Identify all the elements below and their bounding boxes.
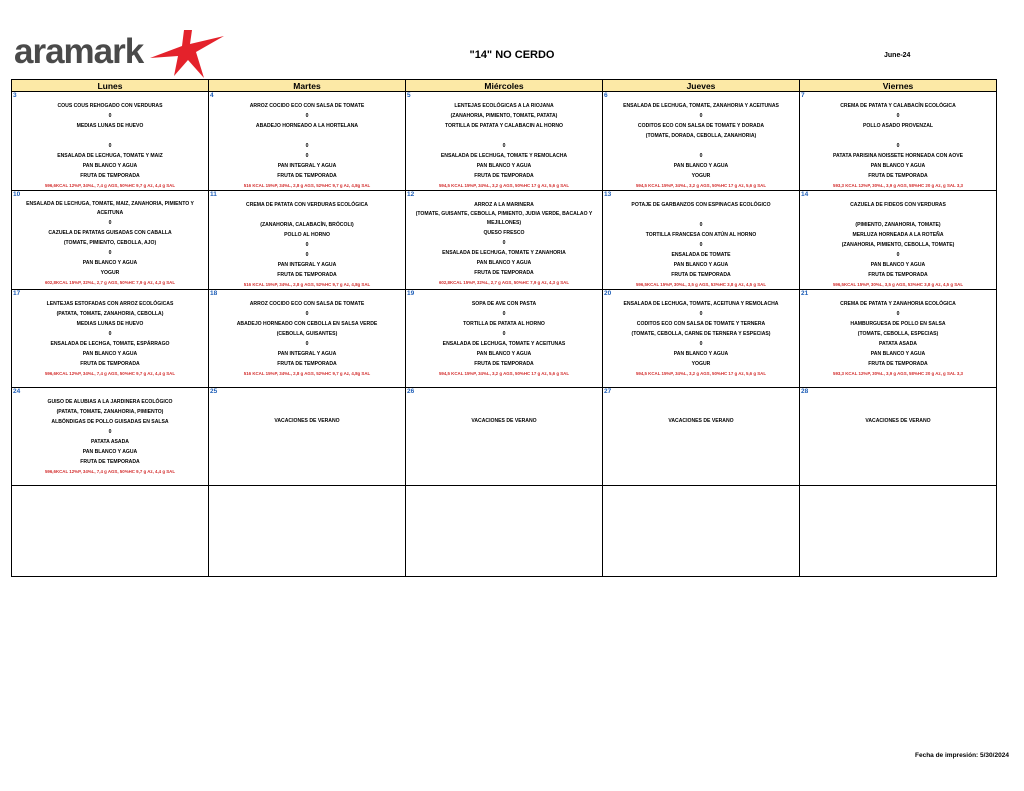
menu-line: ABADEJO HORNEADO CON CEBOLLA EN SALSA VERDE — [236, 321, 378, 327]
menu-line: POLLO ASADO PROVENZAL — [863, 123, 933, 129]
menu-line: ENSALADA DE LECHGA, TOMATE, ESPÁRRAGO — [50, 341, 170, 347]
menu-items — [209, 298, 405, 378]
menu-line: YOGUR — [100, 270, 120, 276]
menu-line: FRUTA DE TEMPORADA — [277, 272, 337, 278]
day-cell — [12, 191, 209, 290]
day-cell — [603, 92, 800, 191]
menu-items — [406, 100, 602, 190]
day-cell — [800, 191, 997, 290]
menu-line: FRUTA DE TEMPORADA — [868, 361, 928, 367]
menu-line: YOGUR — [691, 361, 711, 367]
day-number: 21 — [801, 290, 809, 297]
nutrition-info: 516 KCAL 15%P, 34%L, 2,8 g AGS, 52%HC 9,7 g Az, 4,8g SAL — [243, 183, 371, 188]
menu-line: PAN BLANCO Y AGUA — [870, 262, 926, 268]
day-number: 5 — [407, 92, 411, 99]
day-cell — [603, 191, 800, 290]
day-cell — [12, 388, 209, 486]
menu-line: FRUTA DE TEMPORADA — [868, 272, 928, 278]
day-number: 28 — [801, 388, 809, 395]
menu-line: QUESO FRESCO — [483, 230, 525, 236]
menu-line: ENSALADA DE LECHUGA, TOMATE, ACEITUNA Y REMOLACHA — [623, 301, 779, 307]
menu-line: SOPA DE AVE CON PASTA — [471, 301, 537, 307]
menu-line: LENTEJAS ECOLÓGICAS A LA RIOJANA — [454, 103, 554, 109]
day-cell — [209, 290, 406, 388]
vacation-label: VACACIONES DE VERANO — [668, 418, 734, 424]
nutrition-info: 596,5KCAL 15%P, 30%L, 3,5 g AGS, 53%HC 3,8 g Az, 4,5 g SAL — [832, 282, 964, 287]
menu-line: PAN BLANCO Y AGUA — [82, 351, 138, 357]
day-cell — [406, 388, 603, 486]
logo-wordmark: aramark — [14, 32, 144, 71]
menu-line: CODITOS ECO CON SALSA DE TOMATE Y DORADA — [637, 123, 765, 129]
day-cell — [800, 92, 997, 191]
menu-line: (ZANAHORIA, PIMIENTO, CEBOLLA, TOMATE) — [841, 242, 955, 248]
menu-line: (PIMIENTO, ZANAHORIA, TOMATE) — [855, 222, 941, 228]
menu-line: (ZANAHORIA, CALABACÍN, BRÓCOLI) — [260, 222, 354, 228]
menu-line: FRUTA DE TEMPORADA — [671, 272, 731, 278]
menu-line: ARROZ COCIDO ECO CON SALSA DE TOMATE — [249, 103, 365, 109]
nutrition-info: 594,5 KCAL 15%P, 34%L, 3,2 g AGS, 50%HC 17 g Az, 5,6 g SAL — [438, 371, 570, 376]
menu-line: PAN BLANCO Y AGUA — [82, 449, 138, 455]
nutrition-info: 594,5 KCAL 15%P, 34%L, 3,2 g AGS, 50%HC 17 g Az, 5,6 g SAL — [438, 183, 570, 188]
menu-line: CREMA DE PATATA Y CALABACÍN ECOLÓGICA — [840, 103, 956, 109]
menu-line: 0 — [108, 220, 112, 226]
menu-line: 0 — [108, 250, 112, 256]
menu-line: 0 — [699, 113, 703, 119]
menu-line: TORTILLA DE PATATA AL HORNO — [463, 321, 545, 327]
empty-day-cell — [12, 486, 209, 577]
menu-line: ENSALADA DE LECHUGA, TOMATE, MAIZ, ZANAHORIA, PIMIENTO Y ACEITUNA — [26, 201, 194, 216]
day-cell — [406, 290, 603, 388]
weekday-header: Lunes — [12, 80, 209, 92]
menu-line — [212, 131, 402, 141]
menu-items — [209, 100, 405, 190]
menu-line: 0 — [699, 222, 703, 228]
menu-items — [12, 100, 208, 190]
day-number: 3 — [13, 92, 17, 99]
menu-line: PATATA ASADA — [879, 341, 917, 347]
menu-line: 0 — [305, 242, 309, 248]
menu-line: PAN BLANCO Y AGUA — [870, 351, 926, 357]
day-cell — [209, 92, 406, 191]
menu-items — [800, 199, 996, 289]
menu-line: 0 — [896, 252, 900, 258]
day-cell — [603, 388, 800, 486]
menu-line: FRUTA DE TEMPORADA — [80, 361, 140, 367]
print-date: Fecha de impresión: 5/30/2024 — [915, 752, 1009, 759]
menu-line: ARROZ COCIDO ECO CON SALSA DE TOMATE — [249, 301, 365, 307]
menu-items — [800, 100, 996, 190]
day-number: 20 — [604, 290, 612, 297]
menu-line: (TOMATE, DORADA, CEBOLLA, ZANAHORIA) — [645, 133, 757, 139]
nutrition-info: 596,5KCAL 15%P, 30%L, 3,5 g AGS, 53%HC 3,8 g Az, 4,5 g SAL — [635, 282, 767, 287]
empty-week-row — [12, 486, 997, 577]
menu-calendar — [11, 79, 997, 577]
menu-line: FRUTA DE TEMPORADA — [474, 270, 534, 276]
nutrition-info: 596,6KCAL 12%P, 34%L, 7,4 g AGS, 50%HC 9,7 g Az, 4,4 g SAL — [44, 371, 176, 376]
menu-line: 0 — [502, 331, 506, 337]
menu-line: 0 — [896, 143, 900, 149]
menu-line: (CEBOLLA, GUISANTES) — [276, 331, 338, 337]
menu-line: PAN BLANCO Y AGUA — [476, 351, 532, 357]
day-cell — [406, 92, 603, 191]
day-number: 27 — [604, 388, 612, 395]
menu-line — [15, 131, 205, 141]
menu-line: ENSALADA DE TOMATE — [671, 252, 731, 258]
menu-line: CREMA DE PATATA Y ZANAHORIA ECOLÓGICA — [840, 301, 956, 307]
menu-line: PATATA ASADA — [91, 439, 129, 445]
menu-line: 0 — [699, 311, 703, 317]
day-cell — [12, 290, 209, 388]
day-number: 19 — [407, 290, 415, 297]
menu-line: CREMA DE PATATA CON VERDURAS ECOLÓGICA — [246, 202, 368, 208]
menu-line: MEDIAS LUNAS DE HUEVO — [76, 321, 144, 327]
nutrition-info: 594,5 KCAL 15%P, 34%L, 3,2 g AGS, 50%HC 17 g Az, 5,6 g SAL — [635, 371, 767, 376]
day-cell — [12, 92, 209, 191]
menu-line: COUS COUS REHOGADO CON VERDURAS — [57, 103, 163, 109]
weekday-header: Viernes — [800, 80, 997, 92]
day-number: 13 — [604, 191, 612, 198]
menu-line: PAN BLANCO Y AGUA — [82, 260, 138, 266]
menu-line: GUISO DE ALUBIAS A LA JARDINERA ECOLÓGICO — [47, 399, 173, 405]
menu-line: FRUTA DE TEMPORADA — [80, 173, 140, 179]
nutrition-info: 596,6KCAL 12%P, 34%L, 7,4 g AGS, 50%HC 9,7 g Az, 4,4 g SAL — [44, 183, 176, 188]
menu-line: ENSALADA DE LECHUGA, TOMATE Y MAIZ — [57, 153, 163, 159]
menu-line: (PATATA, TOMATE, ZANAHORIA, CEBOLLA) — [56, 311, 164, 317]
day-cell — [209, 388, 406, 486]
menu-line: MERLUZA HORNEADA A LA ROTEÑA — [852, 232, 944, 238]
menu-line: ENSALADA DE LECHUGA, TOMATE Y ZANAHORIA — [442, 250, 566, 256]
menu-items — [12, 199, 208, 287]
menu-line — [409, 131, 599, 141]
menu-items — [12, 396, 208, 476]
menu-line: FRUTA DE TEMPORADA — [868, 173, 928, 179]
menu-line: POLLO AL HORNO — [284, 232, 330, 238]
menu-line: TORTILLA DE PATATA Y CALABACIN AL HORNO — [445, 123, 563, 129]
day-number: 12 — [407, 191, 415, 198]
weekday-header: Martes — [209, 80, 406, 92]
menu-items — [603, 298, 799, 378]
menu-items — [12, 298, 208, 378]
menu-line: PAN BLANCO Y AGUA — [476, 163, 532, 169]
menu-line — [606, 210, 796, 220]
menu-line: (PATATA, TOMATE, ZANAHORIA, PIMIENTO) — [56, 409, 164, 415]
nutrition-info: 593,3 KCAL 12%P, 30%L, 3,9 g AGS, 58%HC 20 g Az, g SAL 3,3 — [833, 371, 963, 376]
menu-line: 0 — [699, 242, 703, 248]
menu-line: 0 — [305, 311, 309, 317]
menu-line: PAN BLANCO Y AGUA — [82, 163, 138, 169]
menu-line: FRUTA DE TEMPORADA — [80, 459, 140, 465]
vacation-label: VACACIONES DE VERANO — [471, 418, 537, 424]
menu-line: 0 — [305, 252, 309, 258]
day-number: 18 — [210, 290, 218, 297]
menu-line: LENTEJAS ESTOFADAS CON ARROZ ECOLÓGICAS — [46, 301, 174, 307]
menu-line: POTAJE DE GARBANZOS CON ESPINACAS ECOLÓGICO — [631, 202, 771, 208]
menu-line: FRUTA DE TEMPORADA — [277, 173, 337, 179]
empty-day-cell — [800, 486, 997, 577]
day-number: 26 — [407, 388, 415, 395]
menu-items — [406, 298, 602, 378]
menu-line: 0 — [896, 113, 900, 119]
week-row — [12, 290, 997, 388]
day-number: 10 — [13, 191, 21, 198]
empty-day-cell — [209, 486, 406, 577]
menu-line: ENSALADA DE LECHUGA, TOMATE, ZANAHORIA Y ACEITUNAS — [623, 103, 779, 109]
menu-items — [603, 199, 799, 289]
day-cell — [800, 388, 997, 486]
day-cell — [603, 290, 800, 388]
menu-line: (TOMATE, PIMIENTO, CEBOLLA, AJO) — [63, 240, 157, 246]
menu-line: PAN INTEGRAL Y AGUA — [277, 163, 337, 169]
menu-items — [800, 298, 996, 378]
nutrition-info: 602,8KCAL 15%P, 32%L, 2,7 g AGS, 50%HC 7,9 g Az, 4,3 g SAL — [438, 280, 570, 285]
nutrition-info: 596,6KCAL 12%P, 34%L, 7,4 g AGS, 50%HC 9,7 g Az, 4,4 g SAL — [44, 469, 176, 474]
day-number: 14 — [801, 191, 809, 198]
day-number: 24 — [13, 388, 21, 395]
week-row — [12, 191, 997, 290]
menu-line: 0 — [305, 341, 309, 347]
menu-line: ABADEJO HORNEADO A LA HORTELANA — [255, 123, 359, 129]
menu-line: 0 — [108, 429, 112, 435]
menu-line: ARROZ A LA MARINERA — [474, 202, 534, 208]
empty-day-cell — [603, 486, 800, 577]
day-number: 4 — [210, 92, 214, 99]
menu-month: June-24 — [884, 52, 911, 59]
week-row — [12, 388, 997, 486]
day-cell — [209, 191, 406, 290]
menu-line: 0 — [699, 153, 703, 159]
menu-line: YOGUR — [691, 173, 711, 179]
menu-line: FRUTA DE TEMPORADA — [474, 361, 534, 367]
menu-line: PAN INTEGRAL Y AGUA — [277, 262, 337, 268]
menu-line: 0 — [502, 240, 506, 246]
menu-line: (TOMATE, CEBOLLA, CARNE DE TERNERA Y ESPECIAS) — [631, 331, 771, 337]
menu-line: 0 — [108, 143, 112, 149]
menu-items — [603, 100, 799, 190]
day-number: 7 — [801, 92, 805, 99]
menu-line — [803, 131, 993, 141]
menu-line: ENSALADA DE LECHUGA, TOMATE Y REMOLACHA — [440, 153, 568, 159]
menu-line: PAN BLANCO Y AGUA — [673, 262, 729, 268]
nutrition-info: 602,8KCAL 15%P, 32%L, 2,7 g AGS, 50%HC 7,9 g Az, 4,3 g SAL — [44, 280, 176, 285]
vacation-label: VACACIONES DE VERANO — [274, 418, 340, 424]
menu-line: PAN BLANCO Y AGUA — [673, 351, 729, 357]
week-row — [12, 92, 997, 191]
menu-line: 0 — [305, 153, 309, 159]
menu-items — [406, 199, 602, 287]
menu-line: HAMBURGUESA DE POLLO EN SALSA — [850, 321, 946, 327]
menu-line: PAN BLANCO Y AGUA — [673, 163, 729, 169]
day-number: 25 — [210, 388, 218, 395]
menu-line: 0 — [305, 113, 309, 119]
menu-line: 0 — [305, 143, 309, 149]
vacation-label: VACACIONES DE VERANO — [865, 418, 931, 424]
menu-title: "14" NO CERDO — [469, 49, 555, 61]
nutrition-info: 594,5 KCAL 15%P, 34%L, 3,2 g AGS, 50%HC 17 g Az, 5,6 g SAL — [635, 183, 767, 188]
empty-day-cell — [406, 486, 603, 577]
menu-line: (TOMATE, GUISANTE, CEBOLLA, PIMIENTO, JUDIA VERDE, BACALAO Y MEJILLONES) — [415, 211, 593, 226]
menu-line — [212, 210, 402, 220]
menu-line: 0 — [502, 143, 506, 149]
menu-line: (ZANAHORIA, PIMIENTO, TOMATE, PATATA) — [450, 113, 558, 119]
menu-line: CODITOS ECO CON SALSA DE TOMATE Y TERNERA — [636, 321, 766, 327]
nutrition-info: 516 KCAL 15%P, 34%L, 2,8 g AGS, 52%HC 9,7 g Az, 4,8g SAL — [243, 371, 371, 376]
menu-line: PATATA PARISINA NOISSETE HORNEADA CON AOVE — [833, 153, 963, 159]
menu-line: CAZUELA DE FIDEOS CON VERDURAS — [850, 202, 946, 208]
day-number: 6 — [604, 92, 608, 99]
menu-line: 0 — [699, 341, 703, 347]
weekday-header: Jueves — [603, 80, 800, 92]
day-cell — [406, 191, 603, 290]
menu-line: 0 — [502, 311, 506, 317]
weekday-header: Miércoles — [406, 80, 603, 92]
menu-line: (TOMATE, CEBOLLA, ESPECIAS) — [857, 331, 939, 337]
day-number: 17 — [13, 290, 21, 297]
menu-line: PAN BLANCO Y AGUA — [476, 260, 532, 266]
menu-line: MEDIAS LUNAS DE HUEVO — [76, 123, 144, 129]
nutrition-info: 516 KCAL 15%P, 34%L, 2,8 g AGS, 52%HC 9,7 g Az, 4,8g SAL — [243, 282, 371, 287]
day-number: 11 — [210, 191, 217, 198]
menu-line: 0 — [108, 331, 112, 337]
menu-line — [606, 141, 796, 151]
menu-line: FRUTA DE TEMPORADA — [277, 361, 337, 367]
menu-line: ENSALADA DE LECHUGA, TOMATE Y ACEITUNAS — [442, 341, 566, 347]
menu-items — [209, 199, 405, 289]
menu-line: FRUTA DE TEMPORADA — [474, 173, 534, 179]
menu-line: CAZUELA DE PATATAS GUISADAS CON CABALLA — [48, 230, 172, 236]
menu-line: PAN INTEGRAL Y AGUA — [277, 351, 337, 357]
weekday-header-row — [12, 80, 997, 92]
day-cell — [800, 290, 997, 388]
menu-line: PAN BLANCO Y AGUA — [870, 163, 926, 169]
menu-line: 0 — [108, 113, 112, 119]
menu-line — [803, 210, 993, 220]
menu-line: ALBÓNDIGAS DE POLLO GUISADAS EN SALSA — [51, 419, 169, 425]
menu-line: 0 — [896, 311, 900, 317]
menu-line: TORTILLA FRANCESA CON ATÚN AL HORNO — [645, 232, 757, 238]
nutrition-info: 593,3 KCAL 12%P, 30%L, 3,9 g AGS, 58%HC 20 g Az, g SAL 3,3 — [833, 183, 963, 188]
